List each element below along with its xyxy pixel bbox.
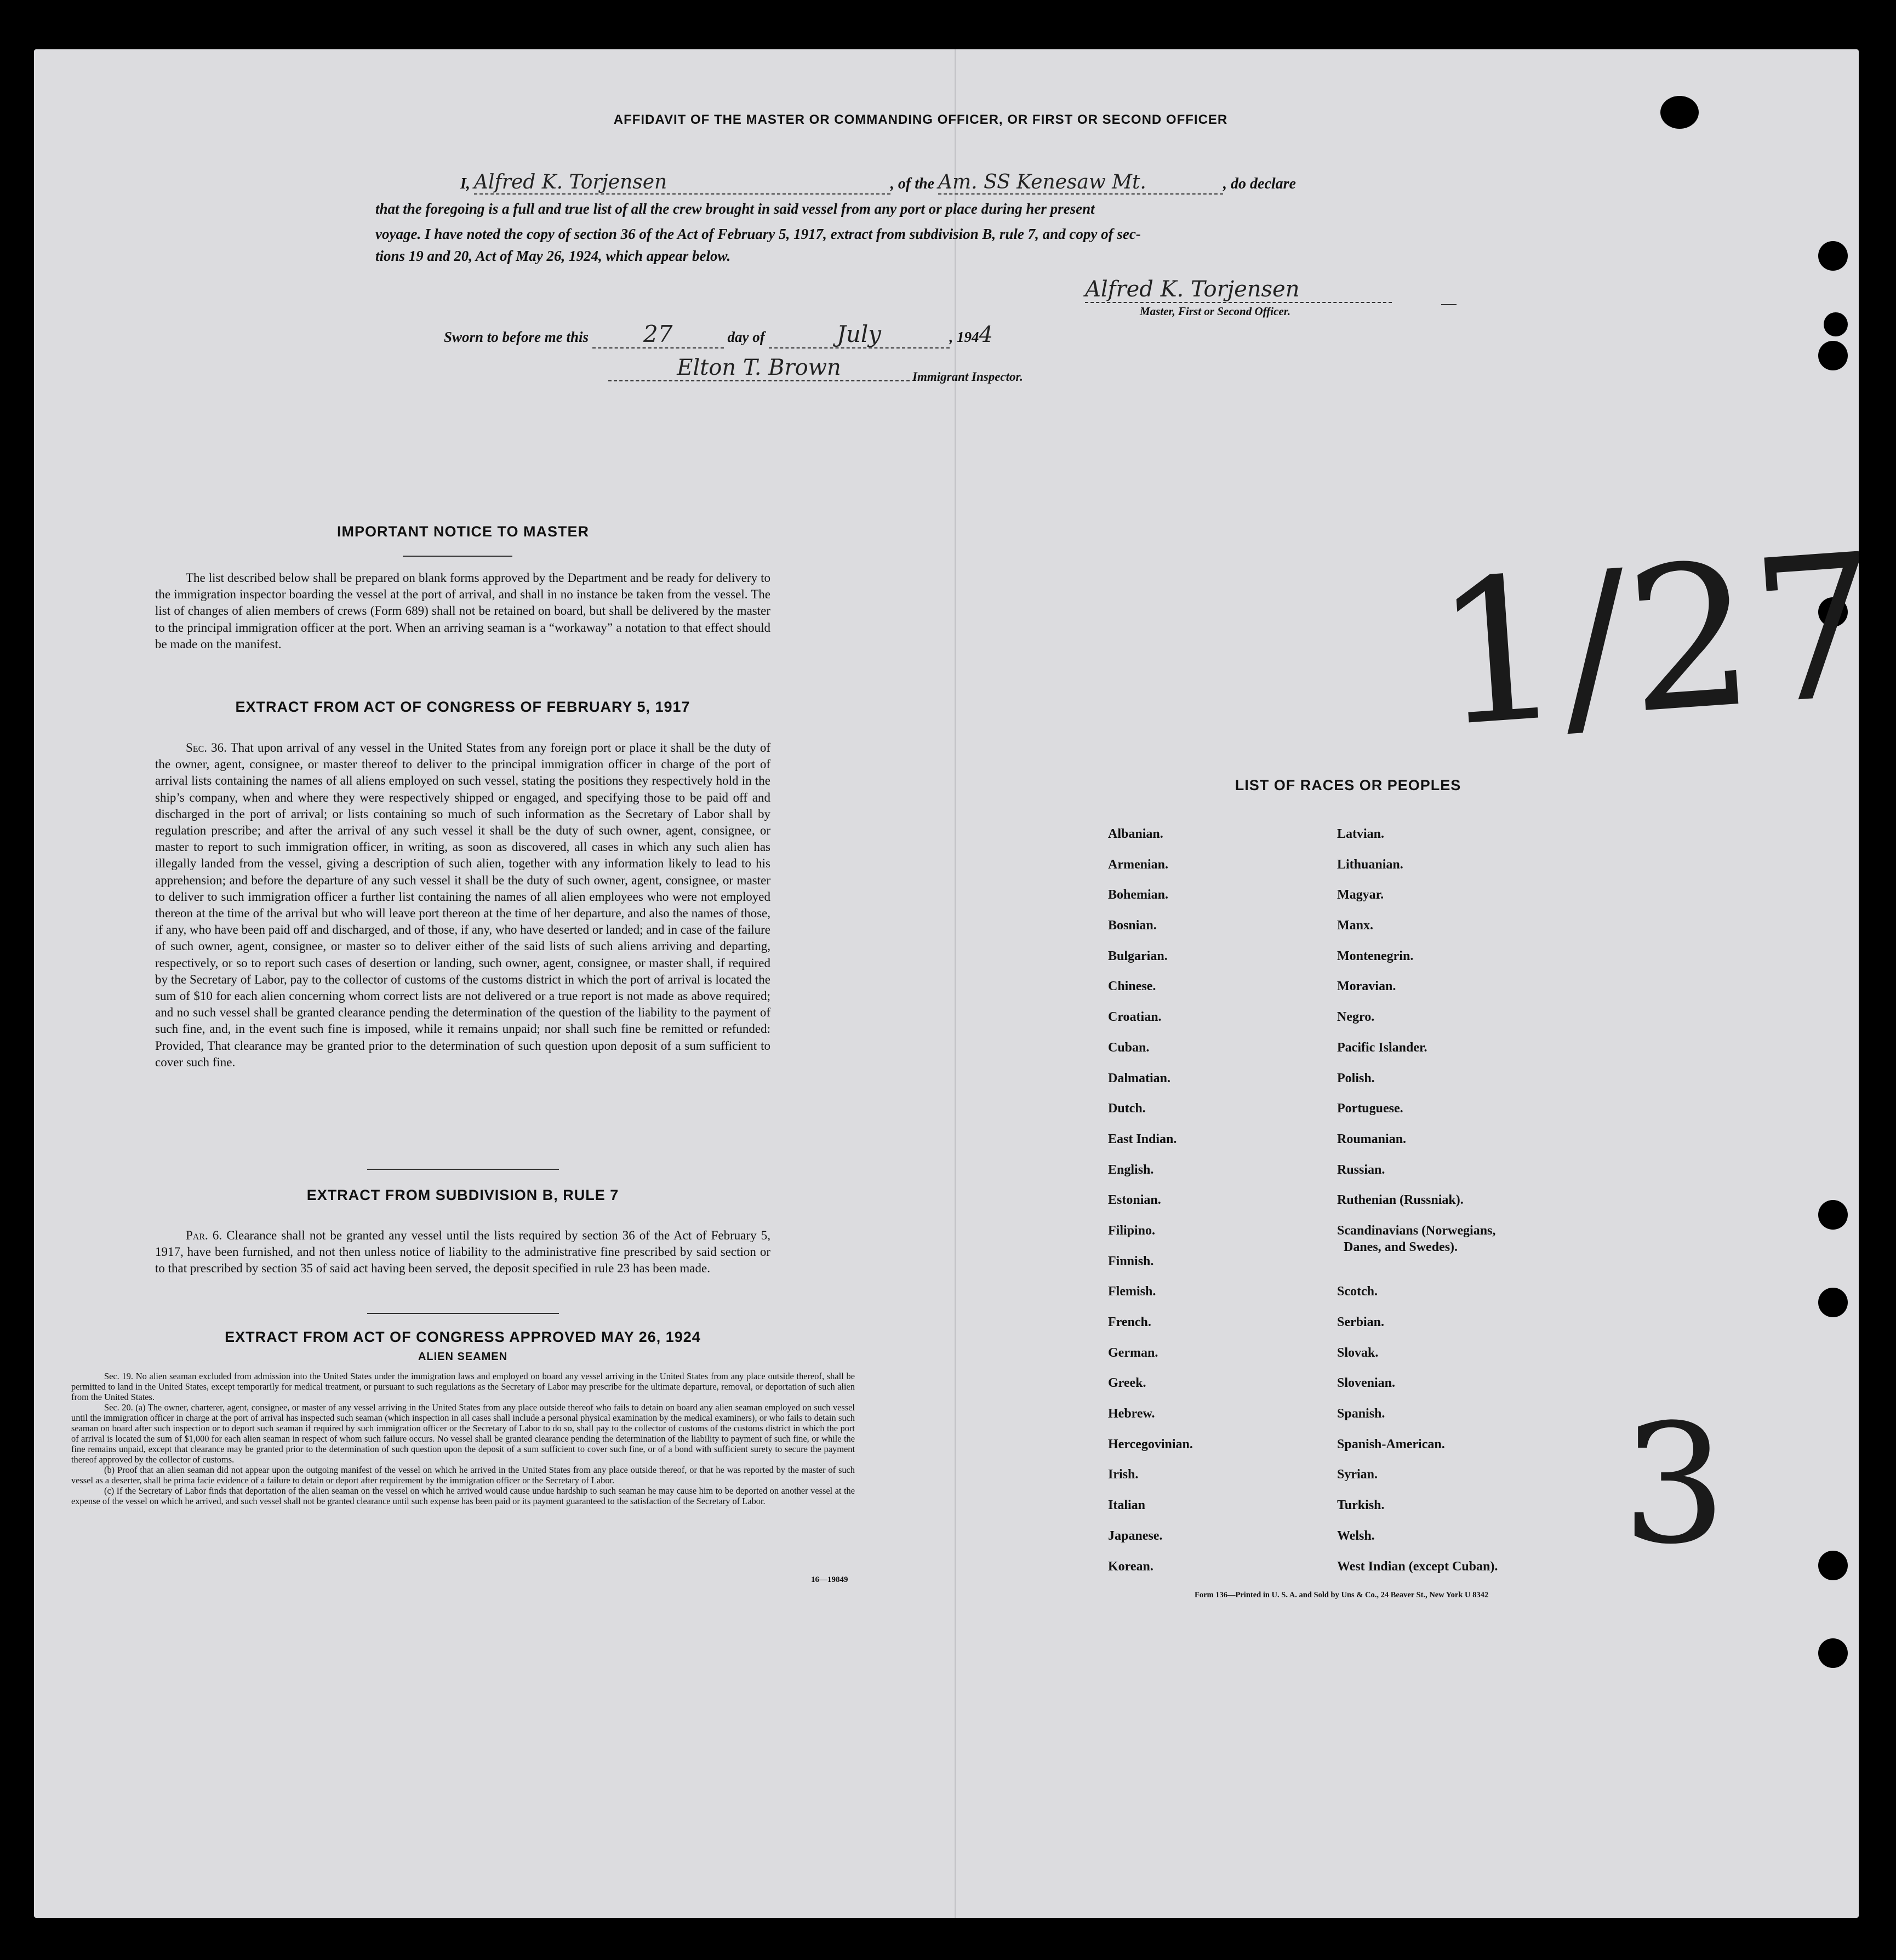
race-item: Filipino. [1108,1223,1156,1238]
extract-1917-title: EXTRACT FROM ACT OF CONGRESS OF FEBRUARY 5, 1917 [235,699,690,715]
race-item: Dutch. [1108,1101,1146,1116]
punch-hole [1818,1288,1848,1317]
race-item: Polish. [1337,1071,1375,1085]
race-item: English. [1108,1162,1154,1177]
race-item: Pacific Islander. [1337,1040,1427,1055]
race-item: East Indian. [1108,1132,1177,1146]
race-item: Hercegovinian. [1108,1437,1193,1452]
sec-20b-text: (b) Proof that an alien seaman did not appear upon the outgoing manifest of the vessel on which he arrived in the United States from any place outside thereof, or that he was reported by the master of such vessel as a deserter, shall be prima facie evidence of a failure to detain or deport after requirement by the immigration officer or the Secretary of Labor. [71,1465,855,1485]
race-item: Dalmatian. [1108,1071,1170,1085]
race-item: Korean. [1108,1559,1153,1574]
race-item: Lithuanian. [1337,857,1403,872]
extract-rule7-title: EXTRACT FROM SUBDIVISION B, RULE 7 [306,1187,619,1203]
race-item: Roumanian. [1337,1132,1407,1146]
master-caption: Master, First or Second Officer. [1140,305,1290,318]
race-item: Bohemian. [1108,888,1169,902]
sworn-line [444,321,1156,348]
inspector-signature: Elton T. Brown [608,355,910,381]
race-item: Finnish. [1108,1254,1154,1268]
sec-20a-text: Sec. 20. (a) The owner, charterer, agent, consignee, or master of any vessel arriving in the United States from any place outside thereof who fails to detain on board any alien seaman employed on such vessel until the immigration officer in charge at the port of arrival has inspected such seaman (which inspection in all cases shall include a personal physical examination by the medical examiners), or who fails to detain such seaman on board after such inspection or to deport such seaman if required by such immigration officer or the Secretary of Labor to do so, shall pay to the collector of customs of the customs district in which the port of arrival is located the sum of $1,000 for each alien seaman in respect of whom such failure occurs. No vessel shall be granted clearance pending the determination of the liability to payment of such fine, or while the fine remains unpaid, except that clearance may be granted prior to the determination of such question upon the deposit of a sum sufficient to cover such fine, or of a bond with sufficient surety to secure the payment thereof approved by the collector of customs. [71,1402,855,1465]
vessel-name: Am. SS Kenesaw Mt. [938,171,1223,195]
race-item: Croatian. [1108,1010,1162,1025]
sec-36-label: Sec. 36. [186,741,227,755]
race-item: French. [1108,1315,1151,1329]
race-item: Slovenian. [1337,1376,1396,1391]
i-label: I, [460,175,470,192]
race-item: Chinese. [1108,979,1156,994]
race-item: Montenegrin. [1337,948,1414,963]
punch-hole [1818,1200,1848,1230]
race-item: Turkish. [1337,1498,1385,1513]
races-title: LIST OF RACES OR PEOPLES [1235,777,1461,793]
race-item: Welsh. [1337,1528,1375,1543]
notice-title: IMPORTANT NOTICE TO MASTER [337,523,589,540]
race-item: Italian [1108,1498,1146,1513]
punch-hole [1824,312,1848,336]
sworn-label: Sworn to before me this [444,329,589,345]
race-item: Flemish. [1108,1284,1156,1299]
race-item: Cuban. [1108,1040,1150,1055]
race-item: Hebrew. [1108,1407,1155,1421]
alien-seamen-subtitle: ALIEN SEAMEN [418,1351,508,1363]
race-item: Bosnian. [1108,918,1157,933]
form-footer: Form 136—Printed in U. S. A. and Sold by Uns & Co., 24 Beaver St., New York U 8342 [1195,1591,1489,1599]
race-item: West Indian (except Cuban). [1337,1559,1498,1574]
signature-dash [1441,304,1457,305]
race-item: Greek. [1108,1376,1146,1391]
race-item: Irish. [1108,1467,1139,1482]
race-item: Albanian. [1108,827,1163,841]
races-right-column [1337,827,1622,1590]
race-item: Armenian. [1108,857,1168,872]
inspector-caption: Immigrant Inspector. [912,370,1023,384]
race-item: Ruthenian (Russniak). [1337,1193,1464,1208]
punch-hole [1818,1551,1848,1580]
affidavit-line-3: voyage. I have noted the copy of section 36 of the Act of February 5, 1917, extract from subdivision B, rule 7, and copy of sec- [375,226,1141,242]
master-name: Alfred K. Torjensen [474,171,890,195]
race-item: Serbian. [1337,1315,1385,1330]
punch-hole [1660,96,1699,129]
race-item: Scandinavians (Norwegians, [1337,1223,1496,1238]
race-item: Latvian. [1337,827,1385,841]
affidavit-line-2: that the foregoing is a full and true list of all the crew brought in said vessel from any port or place during her present [375,201,1095,217]
race-item: Scotch. [1337,1284,1378,1299]
par-6-label: Par. 6. [186,1228,222,1242]
punch-hole [1818,341,1848,370]
do-declare-label: , do declare [1223,175,1296,192]
sworn-year: 4 [979,322,993,347]
sec-19-text: Sec. 19. No alien seaman excluded from admission into the United States under the immigration laws and employed on board any vessel arriving in the United States from any place outside thereof, shall be permitted to land in the United States, except temporarily for medical treatment, or pursuant to such regulations as the Secretary of Labor may prescribe for the ultimate departure, removal, or deportation of such alien from the United States. [71,1371,855,1402]
races-left-column [1108,827,1316,1590]
race-item: Bulgarian. [1108,948,1168,963]
punch-hole [1818,1638,1848,1668]
punch-hole [1818,241,1848,271]
race-item: Negro. [1337,1010,1375,1025]
extract-rule-2 [367,1313,559,1314]
handwritten-mark: 3 [1622,1389,1727,1580]
notice-rule [403,556,512,557]
extract-rule-1 [367,1169,559,1170]
affidavit-line-4: tions 19 and 20, Act of May 26, 1924, which appear below. [375,248,731,264]
race-item: Japanese. [1108,1528,1163,1543]
extract-rule7-body: Clearance shall not be granted any vessel until the lists required by section 36 of the Act of February 5, 1917, have been furnished, and not then unless notice of liability to the administrative fine prescribed by said section or to that prescribed by section 35 of said act having been served, the deposit specified in rule 23 has been made. [155,1228,771,1276]
race-item: Syrian. [1337,1467,1378,1482]
race-item: Manx. [1337,918,1373,933]
race-item: Russian. [1337,1162,1385,1177]
race-item: Danes, and Swedes). [1344,1239,1458,1254]
race-item: Spanish. [1337,1407,1385,1421]
page-number-annotation: 1/27 [1428,511,1887,771]
race-item: Spanish-American. [1337,1437,1445,1452]
extract-1917-body: That upon arrival of any vessel in the United States from any foreign port or place it shall be the duty of the owner, agent, consignee, or master thereof to deliver to the principal immigration officer in charge of the port of arrival lists containing the names of all aliens employed on such vessel, stating the positions they respectively hold in the ship’s company, when and where they were respectively shipped or engaged, and specifying those to be paid off and discharged in the port of arrival; or lists containing so much of such information as the Secretary of Labor shall by regulation prescribe; and after the arrival of any such vessel it shall be the duty of such owner, agent, consignee, or master to report to such immigration officer, in writing, as soon as discovered, all cases in which any such alien has illegally landed from the vessel, giving a description of such alien, together with any information likely to lead to his apprehension; and before the departure of any such vessel it shall be the duty of such owner, agent, consignee, or master to deliver to such immigration officer a further list containing the names of all alien employees who were not employed thereon at the time of the arrival but who will leave port thereon at the time of her departure, and also the names of those, if any, who have been paid off and discharged, and of those, if any, who have deserted or landed; and in case of the failure of such owner, agent, consignee, or master so to deliver either of the said lists of such aliens arriving and departing, respectively, or so to report such cases of desertion or landing, such owner, agent, consignee, or master shall, if required by the Secretary of Labor, pay to the collector of customs of the customs district in which the port of arrival is located the sum of $10 for each alien concerning whom correct lists are not delivered or a true report is not made as above required; and no such vessel shall be granted clearance pending the determination of the question of the liability to the payment of such fine, and, in the event such fine is imposed, while it remains unpaid; nor shall such fine be remitted or refunded: Provided, That clearance may be granted prior to the determination of such question upon deposit of a sum sufficient to cover such fine. [155,741,770,1069]
notice-body: The list described below shall be prepared on blank forms approved by the Department and be ready for delivery to the immigration inspector boarding the vessel at the port of arrival, and shall in no instance be taken from the vessel. The list of changes of alien members of crews (Form 689) shall not be retained on board, but shall be delivered by the master to the principal immigration officer at the port. When an arriving seaman is a “workaway” a notation to that effect should be made on the manifest. [155,571,770,651]
affidavit-title: AFFIDAVIT OF THE MASTER OR COMMANDING OFFICER, OR FIRST OR SECOND OFFICER [613,112,1228,127]
race-item: German. [1108,1345,1158,1360]
race-item: Magyar. [1337,888,1384,902]
race-item: Moravian. [1337,979,1396,994]
sworn-month: July [769,321,950,348]
sworn-day: 27 [592,321,724,348]
sec-20c-text: (c) If the Secretary of Labor finds that deportation of the alien seaman on the vessel on which he arrived would cause undue hardship to such seaman he may cause him to be deported on another vessel at the expense of the vessel on which he arrived, and such vessel shall not be granted clearance until such expense has been paid or its payment guaranteed to the satisfaction of the Secretary of Labor. [71,1485,855,1506]
race-item: Estonian. [1108,1193,1161,1208]
extract-1924-title: EXTRACT FROM ACT OF CONGRESS APPROVED MAY 26, 1924 [225,1329,701,1345]
extract-1917-text [155,740,770,1071]
master-signature: Alfred K. Torjensen [1085,277,1392,303]
race-item: Slovak. [1337,1345,1379,1360]
extract-rule7-text [155,1227,770,1277]
extract-1924-body [71,1371,855,1506]
year-prefix: , 194 [949,329,979,345]
race-item: Portuguese. [1337,1101,1403,1116]
of-the-label: , of the [890,175,935,192]
form-code: 16—19849 [811,1575,848,1584]
day-of-label: day of [727,329,765,345]
affidavit-line-1 [460,171,1419,195]
